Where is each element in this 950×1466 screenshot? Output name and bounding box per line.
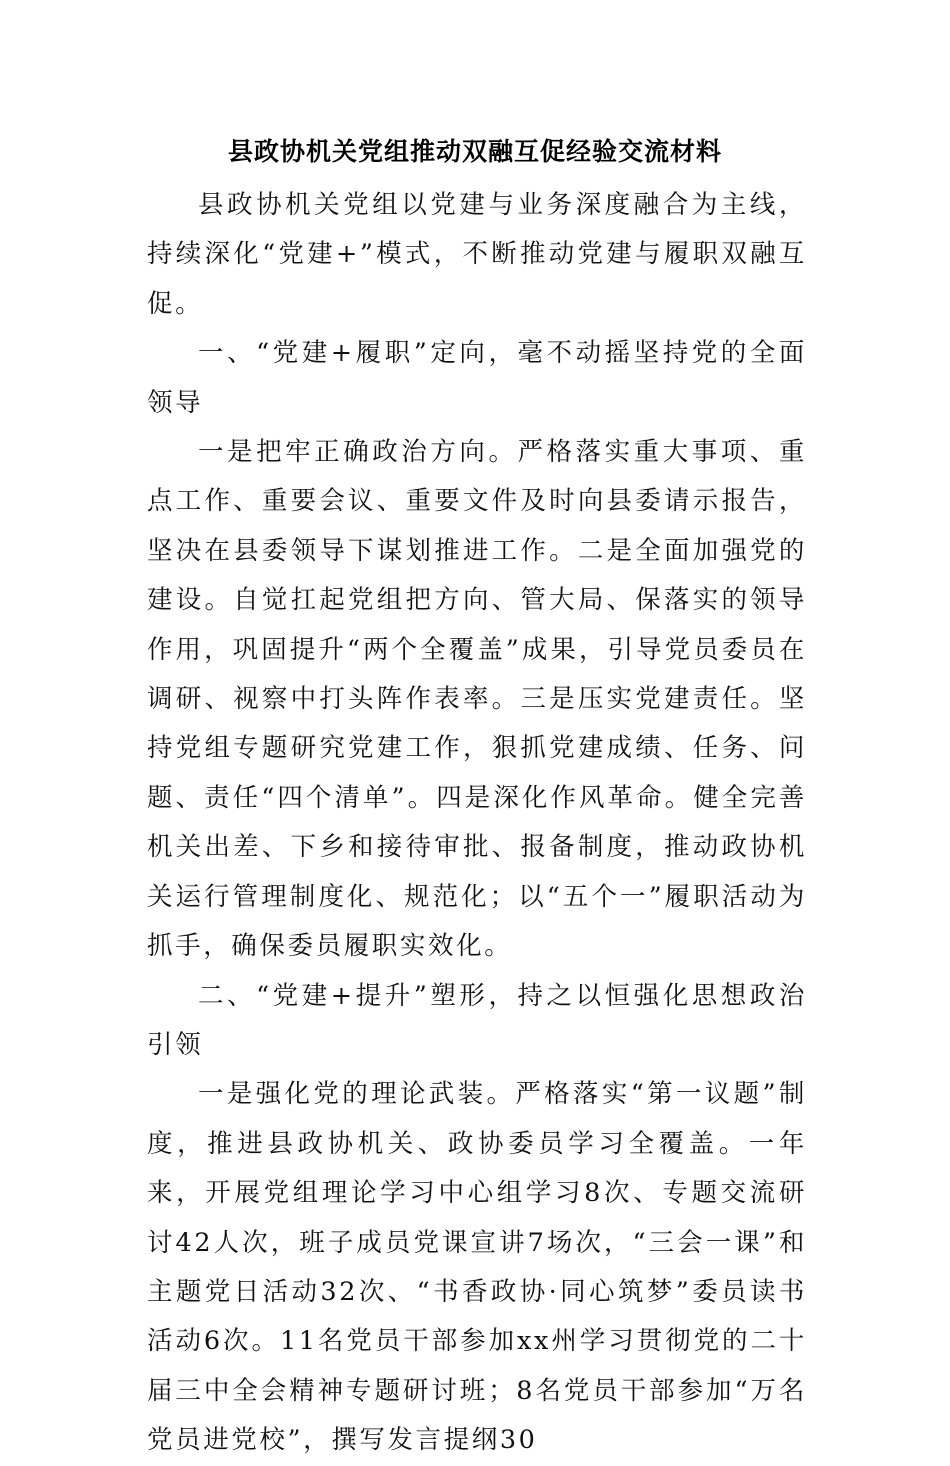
section-2-paragraph: 一是强化党的理论武装。严格落实“第一议题”制度，推进县政协机关、政协委员学习全覆盖。一年来，开展党组理论学习中心组学习8次、专题交流研讨42人次，班子成员党课宣讲7场次，“三会一课”和主题党日活动32次、“书香政协·同心筑梦”委员读书活动6次。11名党员干部参加xx州学习贯彻党的二十届三中全会精神专题研讨班；8名党员干部参加“万名党员进党校”，撰写发言提纲30	[147, 1079, 807, 1456]
intro-paragraph: 县政协机关党组以党建与业务深度融合为主线，持续深化“党建+”模式，不断推动党建与履职双融互促。	[147, 190, 807, 319]
document-title: 县政协机关党组推动双融互促经验交流材料	[227, 137, 722, 166]
section-heading-1: 一、“党建+履职”定向，毫不动摇坚持党的全面领导	[147, 338, 807, 418]
section-1-paragraph: 一是把牢正确政治方向。严格落实重大事项、重点工作、重要会议、重要文件及时向县委请示报告，坚决在县委领导下谋划推进工作。二是全面加强党的建设。自觉扛起党组把方向、管大局、保落实的领导作用，巩固提升“两个全覆盖”成果，引导党员委员在调研、视察中打头阵作表率。三是压实党建责任。坚持党组专题研究党建工作，狠抓党建成绩、任务、问题、责任“四个清单”。四是深化作风革命。健全完善机关出差、下乡和接待审批、报备制度，推动政协机关运行管理制度化、规范化；以“五个一”履职活动为抓手，确保委员履职实效化。	[147, 437, 807, 962]
section-heading-2: 二、“党建+提升”塑形，持之以恒强化思想政治引领	[147, 980, 807, 1060]
document-body	[147, 181, 807, 1466]
